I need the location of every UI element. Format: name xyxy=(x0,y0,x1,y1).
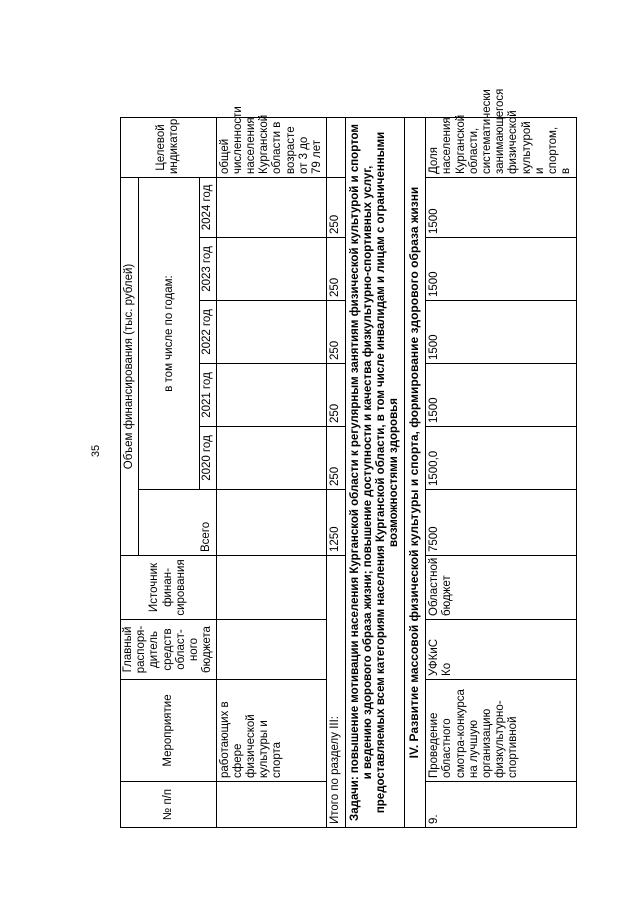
subtotal-year-value: 250 xyxy=(327,301,345,364)
col-year-header: 2021 год xyxy=(200,364,216,427)
subtotal-year-value: 250 xyxy=(327,238,345,301)
section-title: IV. Развитие массовой физической культуры и спорта, формирование здорового образа жизни xyxy=(405,118,426,828)
row-year-value xyxy=(216,364,327,427)
row-year-value: 1500 xyxy=(426,178,576,238)
table-row-continued xyxy=(216,118,327,828)
row-total xyxy=(216,490,327,556)
col-funding-header: Объем финансирования (тыс. рублей) xyxy=(121,178,139,556)
row-year-value: 1500 xyxy=(426,238,576,301)
col-year-header: 2022 год xyxy=(200,301,216,364)
header-row-1 xyxy=(121,118,139,828)
section-row xyxy=(405,118,426,828)
rotated-page-content xyxy=(120,88,573,828)
subtotal-label: Итого по разделу III: xyxy=(327,556,345,828)
col-indicator-header: Целевой индикатор xyxy=(121,118,217,178)
row-indicator: общей численности населения Курганской области в возрасте от 3 до 79 лет xyxy=(216,118,327,178)
row-year-value xyxy=(216,238,327,301)
col-manager-header: Главный распоря-дитель средств област-ного бюджета xyxy=(121,620,217,680)
subtotal-year-value: 250 xyxy=(327,427,345,490)
col-event-header: Мероприятие xyxy=(121,680,217,782)
subtotal-year-value: 250 xyxy=(327,364,345,427)
page-number: 35 xyxy=(90,444,102,458)
col-year-header: 2020 год xyxy=(200,427,216,490)
subtotal-indicator xyxy=(327,118,345,178)
col-total-header: Всего xyxy=(139,490,216,556)
row-event: работающих в сфере физической культуры и спорта xyxy=(216,680,327,782)
subtotal-year-value: 250 xyxy=(327,178,345,238)
row-indicator: Доля населения Курганской области, систематически занимающегося физической культурой и спортом, в xyxy=(426,118,576,178)
row-year-value: 1500,0 xyxy=(426,427,576,490)
subtotal-total: 1250 xyxy=(327,490,345,556)
task-text: Задачи: повышение мотивации населения Курганской области к регулярным занятиям физической культурой и спортом и ведению здорового образа жизни; повышение доступности и качества физкультурно-спортивных услуг, предоставляемых всем категориям населения Курганской области, в том числе инвалидам и лицам с ограниченными возможностями здоровья xyxy=(345,118,405,828)
col-year-header: 2024 год xyxy=(200,178,216,238)
row-total: 7500 xyxy=(426,490,576,556)
row-source: Областной бюджет xyxy=(426,556,576,620)
table-row-subtotal xyxy=(327,118,345,828)
funding-table xyxy=(120,88,577,828)
row-num xyxy=(216,782,327,828)
col-year-header: 2023 год xyxy=(200,238,216,301)
row-year-value: 1500 xyxy=(426,364,576,427)
row-event: Проведение областного смотра-конкурса на лучшую организацию физкультурно-спортивной xyxy=(426,680,576,782)
task-row xyxy=(345,118,405,828)
table-row-item9 xyxy=(426,118,576,828)
row-year-value: 1500 xyxy=(426,301,576,364)
row-year-value xyxy=(216,427,327,490)
row-num: 9. xyxy=(426,782,576,828)
row-year-value xyxy=(216,301,327,364)
row-source xyxy=(216,556,327,620)
col-num-header: № п/п xyxy=(121,782,217,828)
col-source-header: Источник финан-сирования xyxy=(121,556,217,620)
col-by-years-header: в том числе по годам: xyxy=(139,178,200,490)
row-manager xyxy=(216,620,327,680)
row-year-value xyxy=(216,178,327,238)
row-manager: УФКиС Ко xyxy=(426,620,576,680)
